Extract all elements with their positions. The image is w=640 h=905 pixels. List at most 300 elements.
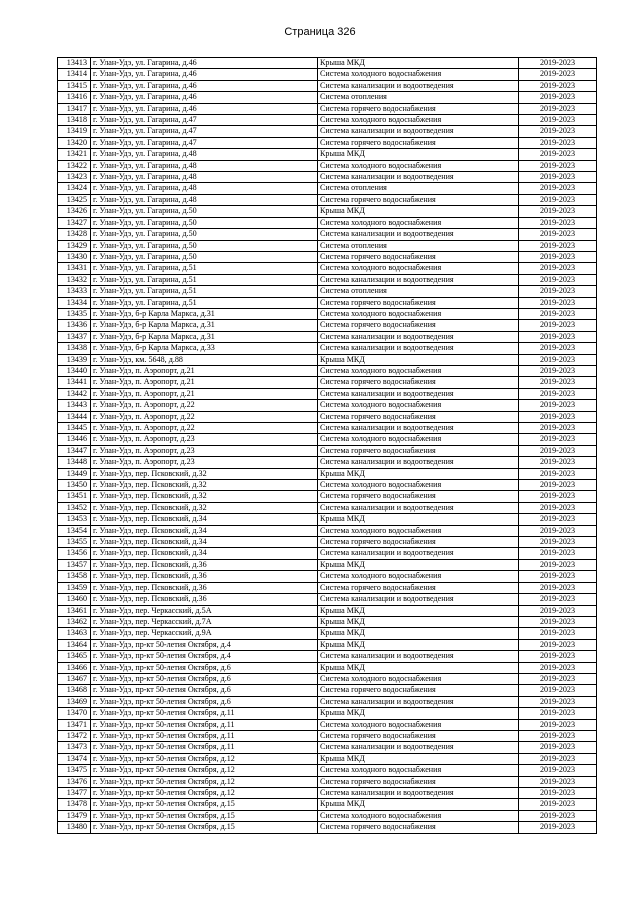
- table-row: [58, 730, 597, 741]
- row-number: 13476: [58, 776, 91, 787]
- table-row: [58, 685, 597, 696]
- row-number: 13459: [58, 582, 91, 593]
- system-cell: Система горячего водоснабжения: [318, 411, 519, 422]
- address-cell: г. Улан-Удэ, ул. Гагарина, д.50: [91, 251, 318, 262]
- period-cell: 2019-2023: [519, 742, 597, 753]
- table-row: [58, 537, 597, 548]
- row-number: 13424: [58, 183, 91, 194]
- period-cell: 2019-2023: [519, 445, 597, 456]
- period-cell: 2019-2023: [519, 582, 597, 593]
- row-number: 13430: [58, 251, 91, 262]
- system-cell: Система горячего водоснабжения: [318, 491, 519, 502]
- row-number: 13440: [58, 365, 91, 376]
- period-cell: 2019-2023: [519, 126, 597, 137]
- system-cell: Система отопления: [318, 240, 519, 251]
- period-cell: 2019-2023: [519, 388, 597, 399]
- period-cell: 2019-2023: [519, 172, 597, 183]
- period-cell: 2019-2023: [519, 69, 597, 80]
- period-cell: 2019-2023: [519, 559, 597, 570]
- period-cell: 2019-2023: [519, 320, 597, 331]
- address-cell: г. Улан-Удэ, пр-кт 50-летия Октября, д.11: [91, 730, 318, 741]
- period-cell: 2019-2023: [519, 58, 597, 69]
- table-row: [58, 742, 597, 753]
- system-cell: Система холодного водоснабжения: [318, 480, 519, 491]
- address-cell: г. Улан-Удэ, ул. Гагарина, д.50: [91, 240, 318, 251]
- row-number: 13431: [58, 263, 91, 274]
- system-cell: Система канализации и водоотведения: [318, 788, 519, 799]
- period-cell: 2019-2023: [519, 308, 597, 319]
- table-row: [58, 628, 597, 639]
- system-cell: Крыша МКД: [318, 468, 519, 479]
- system-cell: Система горячего водоснабжения: [318, 194, 519, 205]
- address-cell: г. Улан-Удэ, б-р Карла Маркса, д.31: [91, 320, 318, 331]
- table-row: [58, 80, 597, 91]
- register-table-body: [58, 58, 597, 834]
- period-cell: 2019-2023: [519, 137, 597, 148]
- period-cell: 2019-2023: [519, 651, 597, 662]
- table-row: [58, 229, 597, 240]
- address-cell: г. Улан-Удэ, пер. Псковский, д.36: [91, 594, 318, 605]
- period-cell: 2019-2023: [519, 457, 597, 468]
- row-number: 13435: [58, 308, 91, 319]
- row-number: 13443: [58, 400, 91, 411]
- row-number: 13456: [58, 548, 91, 559]
- period-cell: 2019-2023: [519, 423, 597, 434]
- system-cell: Система горячего водоснабжения: [318, 377, 519, 388]
- period-cell: 2019-2023: [519, 80, 597, 91]
- table-row: [58, 525, 597, 536]
- system-cell: Крыша МКД: [318, 799, 519, 810]
- period-cell: 2019-2023: [519, 685, 597, 696]
- row-number: 13441: [58, 377, 91, 388]
- period-cell: 2019-2023: [519, 491, 597, 502]
- address-cell: г. Улан-Удэ, п. Аэропорт, д.22: [91, 423, 318, 434]
- address-cell: г. Улан-Удэ, пр-кт 50-летия Октября, д.12: [91, 765, 318, 776]
- system-cell: Система горячего водоснабжения: [318, 137, 519, 148]
- row-number: 13425: [58, 194, 91, 205]
- table-row: [58, 183, 597, 194]
- address-cell: г. Улан-Удэ, пр-кт 50-летия Октября, д.11: [91, 708, 318, 719]
- period-cell: 2019-2023: [519, 92, 597, 103]
- address-cell: г. Улан-Удэ, ул. Гагарина, д.50: [91, 206, 318, 217]
- address-cell: г. Улан-Удэ, пер. Псковский, д.32: [91, 502, 318, 513]
- row-number: 13448: [58, 457, 91, 468]
- table-row: [58, 514, 597, 525]
- period-cell: 2019-2023: [519, 788, 597, 799]
- address-cell: г. Улан-Удэ, ул. Гагарина, д.46: [91, 80, 318, 91]
- address-cell: г. Улан-Удэ, пр-кт 50-летия Октября, д.15: [91, 799, 318, 810]
- table-row: [58, 548, 597, 559]
- system-cell: Крыша МКД: [318, 514, 519, 525]
- period-cell: 2019-2023: [519, 548, 597, 559]
- row-number: 13437: [58, 331, 91, 342]
- table-row: [58, 457, 597, 468]
- address-cell: г. Улан-Удэ, п. Аэропорт, д.22: [91, 400, 318, 411]
- row-number: 13446: [58, 434, 91, 445]
- period-cell: 2019-2023: [519, 776, 597, 787]
- address-cell: г. Улан-Удэ, п. Аэропорт, д.21: [91, 365, 318, 376]
- address-cell: г. Улан-Удэ, ул. Гагарина, д.50: [91, 217, 318, 228]
- row-number: 13453: [58, 514, 91, 525]
- period-cell: 2019-2023: [519, 673, 597, 684]
- period-cell: 2019-2023: [519, 480, 597, 491]
- system-cell: Система холодного водоснабжения: [318, 765, 519, 776]
- table-row: [58, 423, 597, 434]
- row-number: 13458: [58, 571, 91, 582]
- address-cell: г. Улан-Удэ, ул. Гагарина, д.50: [91, 229, 318, 240]
- system-cell: Система холодного водоснабжения: [318, 400, 519, 411]
- address-cell: г. Улан-Удэ, пер. Черкасский, д.9А: [91, 628, 318, 639]
- period-cell: 2019-2023: [519, 605, 597, 616]
- address-cell: г. Улан-Удэ, ул. Гагарина, д.46: [91, 103, 318, 114]
- row-number: 13421: [58, 149, 91, 160]
- address-cell: г. Улан-Удэ, пр-кт 50-летия Октября, д.6: [91, 685, 318, 696]
- row-number: 13478: [58, 799, 91, 810]
- row-number: 13417: [58, 103, 91, 114]
- system-cell: Система канализации и водоотведения: [318, 594, 519, 605]
- table-row: [58, 388, 597, 399]
- period-cell: 2019-2023: [519, 149, 597, 160]
- address-cell: г. Улан-Удэ, пер. Черкасский, д.7А: [91, 616, 318, 627]
- row-number: 13451: [58, 491, 91, 502]
- row-number: 13436: [58, 320, 91, 331]
- period-cell: 2019-2023: [519, 434, 597, 445]
- table-row: [58, 434, 597, 445]
- period-cell: 2019-2023: [519, 799, 597, 810]
- address-cell: г. Улан-Удэ, пер. Псковский, д.34: [91, 548, 318, 559]
- row-number: 13422: [58, 160, 91, 171]
- table-row: [58, 297, 597, 308]
- table-row: [58, 776, 597, 787]
- table-row: [58, 502, 597, 513]
- row-number: 13439: [58, 354, 91, 365]
- table-row: [58, 810, 597, 821]
- row-number: 13480: [58, 822, 91, 833]
- row-number: 13473: [58, 742, 91, 753]
- address-cell: г. Улан-Удэ, пр-кт 50-летия Октября, д.6: [91, 662, 318, 673]
- period-cell: 2019-2023: [519, 251, 597, 262]
- system-cell: Крыша МКД: [318, 149, 519, 160]
- system-cell: Крыша МКД: [318, 662, 519, 673]
- table-row: [58, 571, 597, 582]
- period-cell: 2019-2023: [519, 662, 597, 673]
- address-cell: г. Улан-Удэ, пер. Псковский, д.34: [91, 514, 318, 525]
- period-cell: 2019-2023: [519, 160, 597, 171]
- address-cell: г. Улан-Удэ, пр-кт 50-летия Октября, д.12: [91, 776, 318, 787]
- row-number: 13420: [58, 137, 91, 148]
- row-number: 13471: [58, 719, 91, 730]
- system-cell: Система горячего водоснабжения: [318, 445, 519, 456]
- table-row: [58, 639, 597, 650]
- period-cell: 2019-2023: [519, 468, 597, 479]
- table-row: [58, 673, 597, 684]
- row-number: 13479: [58, 810, 91, 821]
- row-number: 13475: [58, 765, 91, 776]
- address-cell: г. Улан-Удэ, п. Аэропорт, д.22: [91, 411, 318, 422]
- system-cell: Система холодного водоснабжения: [318, 217, 519, 228]
- table-row: [58, 126, 597, 137]
- table-row: [58, 137, 597, 148]
- table-row: [58, 115, 597, 126]
- row-number: 13423: [58, 172, 91, 183]
- system-cell: Система канализации и водоотведения: [318, 502, 519, 513]
- period-cell: 2019-2023: [519, 411, 597, 422]
- address-cell: г. Улан-Удэ, ул. Гагарина, д.46: [91, 92, 318, 103]
- table-row: [58, 651, 597, 662]
- row-number: 13429: [58, 240, 91, 251]
- system-cell: Система холодного водоснабжения: [318, 810, 519, 821]
- period-cell: 2019-2023: [519, 354, 597, 365]
- address-cell: г. Улан-Удэ, п. Аэропорт, д.23: [91, 457, 318, 468]
- row-number: 13461: [58, 605, 91, 616]
- table-row: [58, 286, 597, 297]
- table-row: [58, 400, 597, 411]
- row-number: 13418: [58, 115, 91, 126]
- period-cell: 2019-2023: [519, 240, 597, 251]
- period-cell: 2019-2023: [519, 194, 597, 205]
- system-cell: Система холодного водоснабжения: [318, 69, 519, 80]
- table-row: [58, 719, 597, 730]
- address-cell: г. Улан-Удэ, п. Аэропорт, д.23: [91, 434, 318, 445]
- system-cell: Система канализации и водоотведения: [318, 343, 519, 354]
- address-cell: г. Улан-Удэ, б-р Карла Маркса, д.31: [91, 308, 318, 319]
- address-cell: г. Улан-Удэ, пр-кт 50-летия Октября, д.15: [91, 822, 318, 833]
- row-number: 13468: [58, 685, 91, 696]
- table-row: [58, 160, 597, 171]
- address-cell: г. Улан-Удэ, п. Аэропорт, д.23: [91, 445, 318, 456]
- table-row: [58, 217, 597, 228]
- table-row: [58, 58, 597, 69]
- system-cell: Крыша МКД: [318, 206, 519, 217]
- row-number: 13434: [58, 297, 91, 308]
- table-row: [58, 365, 597, 376]
- system-cell: Система горячего водоснабжения: [318, 297, 519, 308]
- address-cell: г. Улан-Удэ, ул. Гагарина, д.48: [91, 194, 318, 205]
- system-cell: Система холодного водоснабжения: [318, 434, 519, 445]
- table-row: [58, 194, 597, 205]
- address-cell: г. Улан-Удэ, пр-кт 50-летия Октября, д.6: [91, 696, 318, 707]
- system-cell: Система горячего водоснабжения: [318, 251, 519, 262]
- table-row: [58, 616, 597, 627]
- system-cell: Система горячего водоснабжения: [318, 776, 519, 787]
- system-cell: Система канализации и водоотведения: [318, 172, 519, 183]
- system-cell: Система холодного водоснабжения: [318, 308, 519, 319]
- table-row: [58, 320, 597, 331]
- row-number: 13450: [58, 480, 91, 491]
- table-row: [58, 559, 597, 570]
- table-row: [58, 480, 597, 491]
- row-number: 13445: [58, 423, 91, 434]
- address-cell: г. Улан-Удэ, ул. Гагарина, д.46: [91, 58, 318, 69]
- period-cell: 2019-2023: [519, 708, 597, 719]
- period-cell: 2019-2023: [519, 639, 597, 650]
- system-cell: Крыша МКД: [318, 58, 519, 69]
- period-cell: 2019-2023: [519, 514, 597, 525]
- table-row: [58, 331, 597, 342]
- row-number: 13472: [58, 730, 91, 741]
- period-cell: 2019-2023: [519, 525, 597, 536]
- address-cell: г. Улан-Удэ, ул. Гагарина, д.47: [91, 126, 318, 137]
- period-cell: 2019-2023: [519, 103, 597, 114]
- address-cell: г. Улан-Удэ, ул. Гагарина, д.51: [91, 263, 318, 274]
- row-number: 13442: [58, 388, 91, 399]
- period-cell: 2019-2023: [519, 343, 597, 354]
- address-cell: г. Улан-Удэ, пер. Псковский, д.36: [91, 582, 318, 593]
- period-cell: 2019-2023: [519, 822, 597, 833]
- period-cell: 2019-2023: [519, 274, 597, 285]
- system-cell: Система отопления: [318, 183, 519, 194]
- period-cell: 2019-2023: [519, 753, 597, 764]
- period-cell: 2019-2023: [519, 765, 597, 776]
- address-cell: г. Улан-Удэ, ул. Гагарина, д.46: [91, 69, 318, 80]
- table-row: [58, 696, 597, 707]
- page-header: Страница 326: [284, 26, 356, 38]
- table-row: [58, 788, 597, 799]
- system-cell: Система холодного водоснабжения: [318, 673, 519, 684]
- period-cell: 2019-2023: [519, 217, 597, 228]
- row-number: 13454: [58, 525, 91, 536]
- table-row: [58, 377, 597, 388]
- system-cell: Система канализации и водоотведения: [318, 126, 519, 137]
- row-number: 13457: [58, 559, 91, 570]
- table-row: [58, 594, 597, 605]
- system-cell: Система канализации и водоотведения: [318, 229, 519, 240]
- address-cell: г. Улан-Удэ, пер. Псковский, д.34: [91, 525, 318, 536]
- row-number: 13477: [58, 788, 91, 799]
- system-cell: Система канализации и водоотведения: [318, 274, 519, 285]
- table-row: [58, 605, 597, 616]
- system-cell: Крыша МКД: [318, 354, 519, 365]
- address-cell: г. Улан-Удэ, п. Аэропорт, д.21: [91, 388, 318, 399]
- table-row: [58, 799, 597, 810]
- system-cell: Система отопления: [318, 286, 519, 297]
- row-number: 13449: [58, 468, 91, 479]
- row-number: 13416: [58, 92, 91, 103]
- table-row: [58, 206, 597, 217]
- address-cell: г. Улан-Удэ, пер. Псковский, д.36: [91, 559, 318, 570]
- period-cell: 2019-2023: [519, 571, 597, 582]
- system-cell: Система холодного водоснабжения: [318, 525, 519, 536]
- system-cell: Крыша МКД: [318, 628, 519, 639]
- system-cell: Система холодного водоснабжения: [318, 115, 519, 126]
- row-number: 13466: [58, 662, 91, 673]
- row-number: 13462: [58, 616, 91, 627]
- address-cell: г. Улан-Удэ, пр-кт 50-летия Октября, д.4: [91, 639, 318, 650]
- table-row: [58, 172, 597, 183]
- table-row: [58, 354, 597, 365]
- address-cell: г. Улан-Удэ, ул. Гагарина, д.48: [91, 183, 318, 194]
- address-cell: г. Улан-Удэ, б-р Карла Маркса, д.33: [91, 343, 318, 354]
- address-cell: г. Улан-Удэ, ул. Гагарина, д.47: [91, 115, 318, 126]
- period-cell: 2019-2023: [519, 297, 597, 308]
- table-row: [58, 240, 597, 251]
- table-row: [58, 753, 597, 764]
- system-cell: Крыша МКД: [318, 605, 519, 616]
- address-cell: г. Улан-Удэ, пр-кт 50-летия Октября, д.12: [91, 788, 318, 799]
- table-row: [58, 662, 597, 673]
- address-cell: г. Улан-Удэ, пр-кт 50-летия Октября, д.11: [91, 742, 318, 753]
- system-cell: Крыша МКД: [318, 639, 519, 650]
- table-row: [58, 92, 597, 103]
- address-cell: г. Улан-Удэ, пр-кт 50-летия Октября, д.12: [91, 753, 318, 764]
- period-cell: 2019-2023: [519, 263, 597, 274]
- address-cell: г. Улан-Удэ, км. 5648, д.88: [91, 354, 318, 365]
- system-cell: Крыша МКД: [318, 616, 519, 627]
- table-row: [58, 263, 597, 274]
- system-cell: Система горячего водоснабжения: [318, 685, 519, 696]
- table-row: [58, 582, 597, 593]
- period-cell: 2019-2023: [519, 286, 597, 297]
- table-row: [58, 103, 597, 114]
- system-cell: Система канализации и водоотведения: [318, 742, 519, 753]
- row-number: 13470: [58, 708, 91, 719]
- register-table: [57, 57, 597, 834]
- table-row: [58, 149, 597, 160]
- table-row: [58, 491, 597, 502]
- system-cell: Система отопления: [318, 92, 519, 103]
- system-cell: Система холодного водоснабжения: [318, 365, 519, 376]
- address-cell: г. Улан-Удэ, пер. Псковский, д.36: [91, 571, 318, 582]
- period-cell: 2019-2023: [519, 616, 597, 627]
- system-cell: Система горячего водоснабжения: [318, 582, 519, 593]
- system-cell: Система канализации и водоотведения: [318, 457, 519, 468]
- row-number: 13447: [58, 445, 91, 456]
- table-row: [58, 445, 597, 456]
- system-cell: Система холодного водоснабжения: [318, 571, 519, 582]
- period-cell: 2019-2023: [519, 331, 597, 342]
- row-number: 13460: [58, 594, 91, 605]
- row-number: 13433: [58, 286, 91, 297]
- period-cell: 2019-2023: [519, 400, 597, 411]
- period-cell: 2019-2023: [519, 229, 597, 240]
- system-cell: Система канализации и водоотведения: [318, 331, 519, 342]
- address-cell: г. Улан-Удэ, пер. Псковский, д.34: [91, 537, 318, 548]
- address-cell: г. Улан-Удэ, пр-кт 50-летия Октября, д.15: [91, 810, 318, 821]
- table-row: [58, 274, 597, 285]
- address-cell: г. Улан-Удэ, ул. Гагарина, д.48: [91, 149, 318, 160]
- row-number: 13432: [58, 274, 91, 285]
- system-cell: Система холодного водоснабжения: [318, 160, 519, 171]
- system-cell: Крыша МКД: [318, 753, 519, 764]
- row-number: 13444: [58, 411, 91, 422]
- row-number: 13415: [58, 80, 91, 91]
- row-number: 13469: [58, 696, 91, 707]
- address-cell: г. Улан-Удэ, ул. Гагарина, д.47: [91, 137, 318, 148]
- row-number: 13426: [58, 206, 91, 217]
- table-row: [58, 69, 597, 80]
- period-cell: 2019-2023: [519, 719, 597, 730]
- period-cell: 2019-2023: [519, 537, 597, 548]
- row-number: 13427: [58, 217, 91, 228]
- row-number: 13414: [58, 69, 91, 80]
- period-cell: 2019-2023: [519, 594, 597, 605]
- period-cell: 2019-2023: [519, 115, 597, 126]
- system-cell: Система канализации и водоотведения: [318, 696, 519, 707]
- system-cell: Система канализации и водоотведения: [318, 651, 519, 662]
- row-number: 13465: [58, 651, 91, 662]
- address-cell: г. Улан-Удэ, пер. Псковский, д.32: [91, 480, 318, 491]
- system-cell: Система холодного водоснабжения: [318, 719, 519, 730]
- table-row: [58, 822, 597, 833]
- period-cell: 2019-2023: [519, 628, 597, 639]
- system-cell: Крыша МКД: [318, 708, 519, 719]
- address-cell: г. Улан-Удэ, ул. Гагарина, д.51: [91, 297, 318, 308]
- table-row: [58, 765, 597, 776]
- period-cell: 2019-2023: [519, 183, 597, 194]
- system-cell: Система горячего водоснабжения: [318, 822, 519, 833]
- address-cell: г. Улан-Удэ, пр-кт 50-летия Октября, д.4: [91, 651, 318, 662]
- table-row: [58, 708, 597, 719]
